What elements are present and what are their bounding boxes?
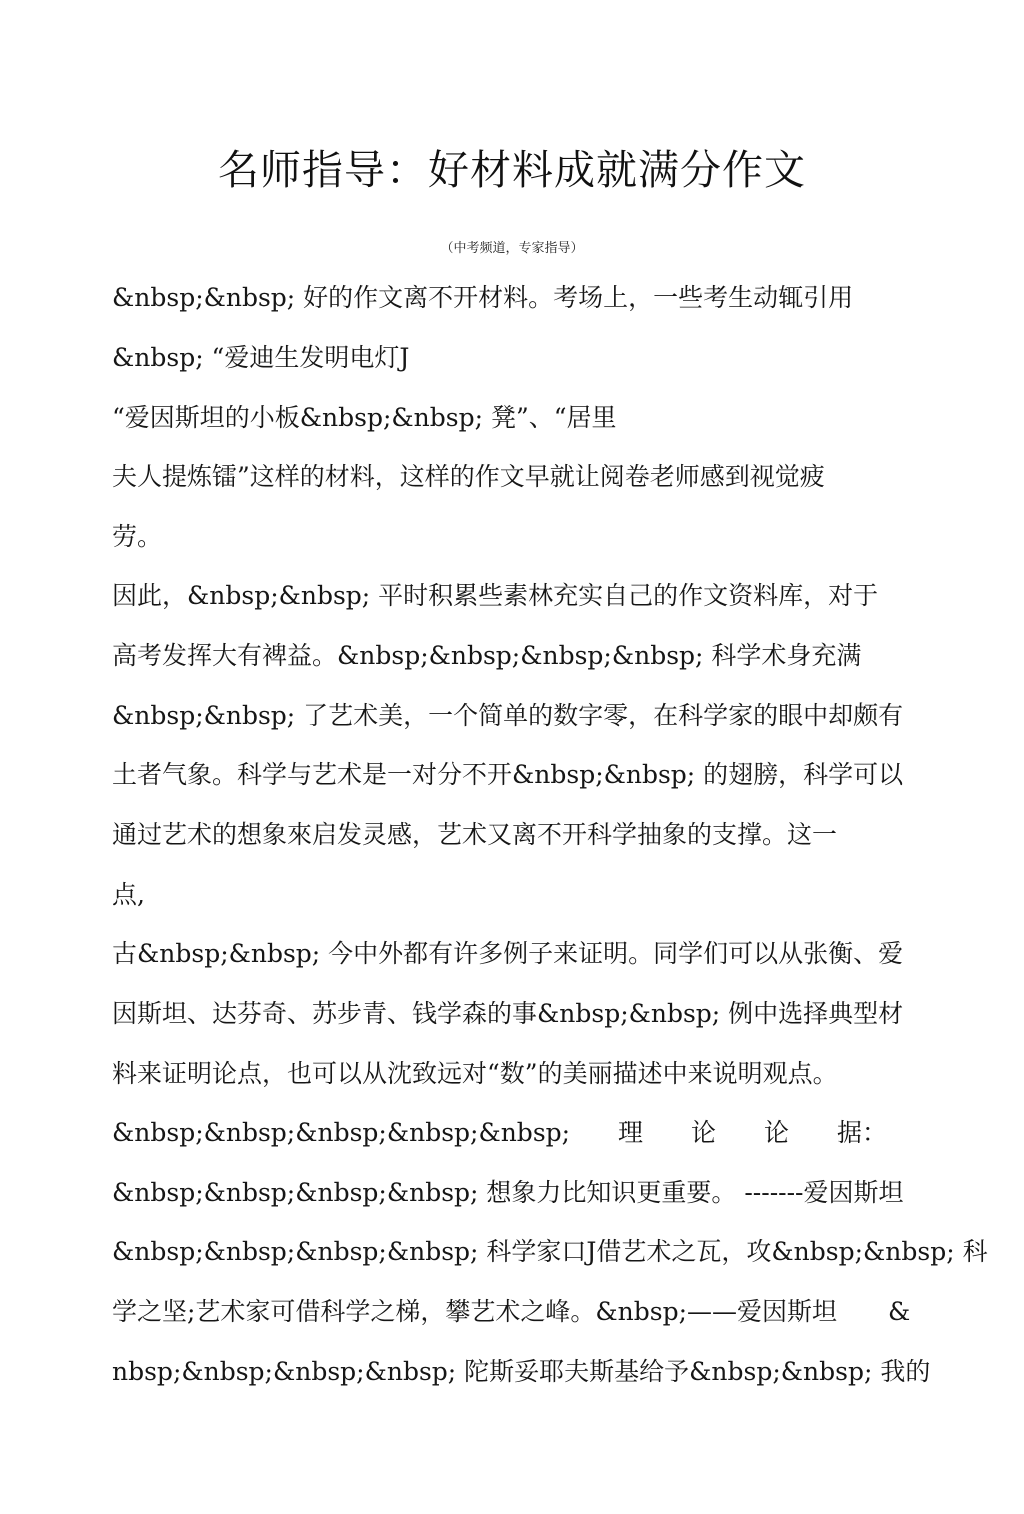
paragraph-line: 因斯坦、达芬奇、苏步青、钱学森的事&nbsp;&nbsp; 例中选择典型材 (112, 999, 904, 1028)
paragraph-line: 通过艺术的想象來启发灵感，艺术又离不开科学抽象的支撑。这一 (112, 820, 838, 849)
line-fragment: 理 (618, 1118, 644, 1147)
quote-line (112, 1356, 931, 1388)
quote-line: &nbsp;&nbsp;&nbsp;&nbsp; 科学家口J借艺术之瓦，攻&nbsp;&nbsp; 科 (112, 1237, 988, 1266)
paragraph-line: “爱因斯坦的小板&nbsp;&nbsp; 凳”、“居里 (112, 403, 617, 432)
paragraph-line: &nbsp;&nbsp; 好的作文离不开材料。考场上，一些考生动辄引用 (112, 283, 854, 312)
line-end-fragment: & (888, 1297, 911, 1326)
paragraph-line: &nbsp;&nbsp; 了艺术美，一个简单的数字零，在科学家的眼中却颇有 (112, 701, 904, 730)
paragraph-line: 劳。 (112, 522, 163, 551)
paragraph-line: 夫人提炼镭”这样的材料，这样的作文早就让阅卷老师感到视觉疲 (112, 462, 825, 491)
line-fragment: nbsp;&nbsp;&nbsp;&nbsp; 陀斯妥耶夫斯基给予& (112, 1357, 712, 1386)
paragraph-line: 土者气象。科学与艺术是一对分不开&nbsp;&nbsp; 的翅膀，科学可以 (112, 760, 904, 789)
paragraph-line: &nbsp; “爱迪生发明电灯J (112, 343, 410, 372)
paragraph-line: 点, (112, 880, 145, 909)
paragraph-line: 料来证明论点，也可以从沈致远对“数”的美丽描述中来说明观点。 (112, 1059, 838, 1088)
document-subtitle: （中考频道，专家指导） (440, 241, 584, 256)
line-fragment: 据： (836, 1118, 887, 1147)
paragraph-line: 高考发挥大有裨益。&nbsp;&nbsp;&nbsp;&nbsp; 科学术身充满 (112, 641, 862, 670)
line-fragment: &nbsp;&nbsp;&nbsp;&nbsp;&nbsp; (112, 1118, 571, 1147)
line-fragment: 论 (691, 1118, 717, 1147)
paragraph-line: 古&nbsp;&nbsp; 今中外都有许多例子来证明。同学们可以从张衡、爱 (112, 939, 904, 968)
document-title: 名师指导：好材料成就满分作文 (218, 146, 806, 194)
line-fragment: 论 (763, 1118, 789, 1147)
theory-heading-line (112, 1117, 887, 1149)
quote-line: &nbsp;&nbsp;&nbsp;&nbsp; 想象力比知识更重要。 -------爱因斯坦 (112, 1178, 904, 1207)
paragraph-line: 因此，&nbsp;&nbsp; 平时积累些素林充实自己的作文资料库，对于 (112, 581, 879, 610)
line-fragment: nbsp;&nbsp; 我的 (711, 1357, 931, 1386)
quote-line: 学之坚;艺术家可借科学之梯，攀艺术之峰。&nbsp;——爱因斯坦 (112, 1297, 838, 1326)
